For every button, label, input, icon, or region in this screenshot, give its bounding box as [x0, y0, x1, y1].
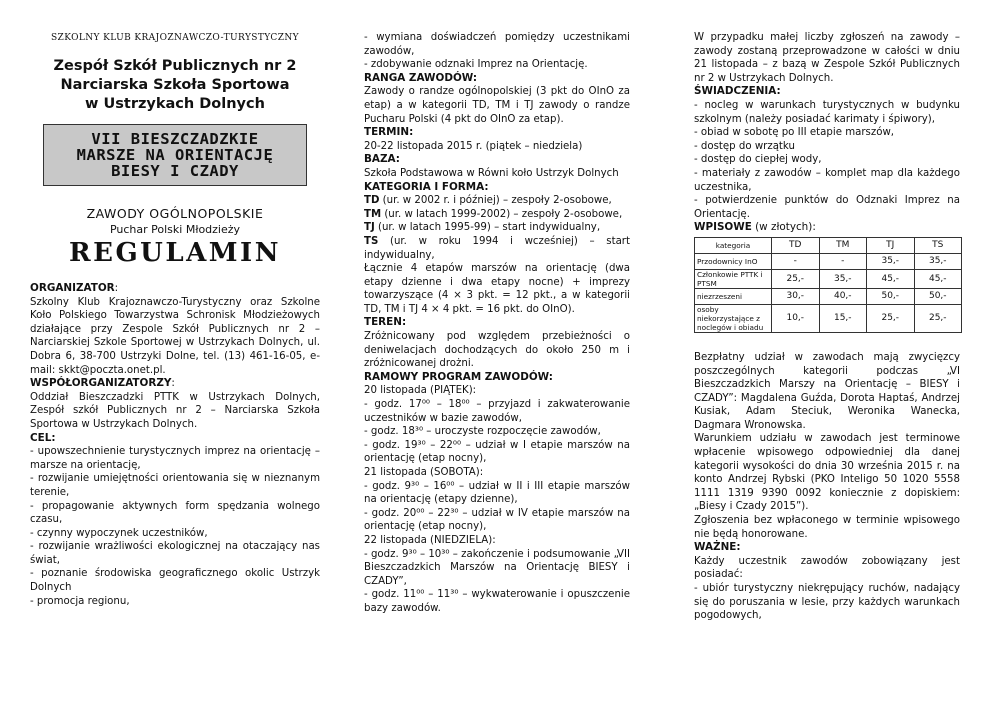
event-banner — [43, 124, 307, 186]
program-item: - godz. 11⁰⁰ – 11³⁰ – wykwaterowanie i opuszczenie bazy zawodów. — [364, 589, 630, 614]
program-item: - godz. 20⁰⁰ – 22³⁰ – udział w IV etapie marszów na orientację (etap nocny), — [364, 507, 630, 533]
benefit-item: - obiad w sobotę po III etapie marszów, — [694, 127, 895, 139]
terrain-text: Zróżnicowany pod względem przebieżności o deniwelacjach dochodzących do około 250 m i zróżnicowanej drożni. — [364, 331, 630, 370]
organizer-text: Szkolny Klub Krajoznawczo-Turystyczny oraz Szkolne Koło Polskiego Towarzystwa Schronisk Młodzieżowych działające przy Zespole Szkół Publicznych nr 2 – Narciarskiej Szkole Sportowej w Ustrzykach Dolnych, ul. Dobra 6, 38-700 Ustrzyki Dolne, tel. (13) 461-16-05, e-mail: skkt@poczta.onet.pl. — [30, 296, 320, 376]
program-item: - godz. 19³⁰ – 22⁰⁰ – udział w I etapie marszów na orientację (etap nocny), — [364, 439, 630, 465]
table-cell: 25,- — [772, 269, 820, 288]
list-item: - rozwijanie wrażliwości ekologicznej na otaczający nas świat, — [30, 541, 320, 566]
terrain-heading: TEREN: — [364, 316, 407, 329]
table-cell: 30,- — [772, 288, 820, 304]
table-cell: 50,- — [914, 288, 962, 304]
table-header-row — [695, 237, 962, 253]
list-item: - ubiór turystyczny niekrępujący ruchów, nadający się do poruszania w lesie, przy każdych warunkach pogodowych, — [694, 583, 960, 622]
important-text: Każdy uczestnik zawodów zobowiązany jest posiadać: — [694, 555, 960, 581]
goal-heading: CEL: — [30, 431, 56, 444]
table-cell: Przodownicy InO — [695, 253, 772, 269]
fee-heading: WPISOWE (w złotych): — [694, 221, 816, 234]
school-name — [30, 57, 320, 114]
benefit-item: - dostęp do ciepłej wody, — [694, 154, 822, 166]
payment-text: Warunkiem udziału w zawodach jest terminowe wpłacenie wpisowego odpowiedniej dla danej kategorii wysokości do dnia 30 września 2015 r. na konto Andrzej Rybski (PKO Inteligo 50 1020 5558 1111 1319 9390 0092 koniecznie z dopiskiem: „Biesy i Czady 2015”). — [694, 433, 960, 513]
table-header-cell: TM — [819, 237, 867, 253]
fee-table — [694, 237, 962, 333]
benefit-item: - nocleg w warunkach turystycznych w budynku szkolnym (należy posiadać karimaty i śpiwory), — [694, 99, 960, 125]
program-heading: RAMOWY PROGRAM ZAWODÓW: — [364, 370, 553, 383]
list-item: - rozwijanie umiejętności orientowania się w nieznanym terenie, — [30, 473, 320, 498]
program-item: - godz. 9³⁰ – 16⁰⁰ – udział w II i III etapie marszów na orientację (etapy dzienne), — [364, 480, 630, 506]
list-item: - poznanie środowiska geograficznego okolic Ustrzyk Dolnych — [30, 568, 320, 594]
date-heading: TERMIN: — [364, 126, 414, 139]
table-cell: 35,- — [867, 253, 915, 269]
list-item: - zdobywanie odznaki Imprez na Orientację. — [364, 59, 588, 71]
school-line: Narciarska Szkoła Sportowa — [60, 77, 290, 93]
list-item: - czynny wypoczynek uczestników, — [30, 527, 208, 539]
category-item: TD (ur. w 2002 r. i później) – zespoły 2-osobowe, — [364, 195, 612, 207]
table-header-cell: TS — [914, 237, 962, 253]
banner-line: BIESY I CZADY — [111, 162, 239, 180]
list-item: - propagowanie aktywnych form spędzania wolnego czasu, — [30, 500, 320, 526]
list-item: - upowszechnienie turystycznych imprez na orientację – marsze na orientację, — [30, 446, 320, 471]
table-cell: 10,- — [772, 304, 820, 332]
table-cell: Członkowie PTTK i PTSM — [695, 269, 772, 288]
table-row — [695, 288, 962, 304]
table-row — [695, 269, 962, 288]
banner-line: VII BIESZCZADZKIE — [91, 130, 259, 148]
free-entry-text: Bezpłatny udział w zawodach mają zwycięzcy poszczególnych kategorii podczas „VI Bieszczadzkich Marszy na Orientację – BIESY i CZADY”: Magdalena Guźda, Dorota Haptaś, Andrzej Kusiak, Adam Steciuk, Weronika Wanecka, Dagmara Wronowska. — [694, 351, 960, 431]
co-organizers-text: Oddział Bieszczadzki PTTK w Ustrzykach Dolnych, Zespół szkół Publicznych nr 2 – Narciarska Szkoła Sportowa w Ustrzykach Dolnych. — [30, 391, 320, 430]
banner-line: MARSZE NA ORIENTACJĘ — [76, 146, 274, 164]
table-cell: 35,- — [819, 269, 867, 288]
school-line: Zespół Szkół Publicznych nr 2 — [53, 58, 297, 74]
benefits-heading: ŚWIADCZENIA: — [694, 85, 781, 98]
table-header-cell: TD — [772, 237, 820, 253]
table-cell: 25,- — [867, 304, 915, 332]
rank-text: Zawody o randze ogólnopolskiej (3 pkt do OInO za etap) a w kategorii TD, TM i TJ zawody o randze Pucharu Polski (4 pkt do OInO za etap). — [364, 86, 630, 125]
list-item: - wymiana doświadczeń pomiędzy uczestnikami zawodów, — [364, 32, 630, 57]
program-item: 21 listopada (SOBOTA): — [364, 467, 484, 478]
table-row — [695, 304, 962, 332]
table-header-cell: TJ — [867, 237, 915, 253]
club-name: SZKOLNY KLUB KRAJOZNAWCZO-TURYSTYCZNY — [50, 33, 299, 43]
cup-name: Puchar Polski Młodzieży — [109, 223, 241, 236]
table-row — [695, 253, 962, 269]
benefit-item: - dostęp do wrzątku — [694, 140, 795, 152]
table-cell: 50,- — [867, 288, 915, 304]
program-item: 22 listopada (NIEDZIELA): — [364, 534, 496, 546]
column-2 — [364, 0, 630, 701]
table-header-cell: kategoria — [695, 237, 772, 253]
table-cell: 40,- — [819, 288, 867, 304]
important-heading: WAŻNE: — [694, 541, 741, 554]
base-text: Szkoła Podstawowa w Równi koło Ustrzyk Dolnych — [364, 167, 619, 179]
table-cell: 25,- — [914, 304, 962, 332]
organizer-heading: ORGANIZATOR: — [30, 282, 119, 294]
co-organizers-heading: WSPÓŁORGANIZATORZY: — [30, 377, 175, 390]
rank-heading: RANGA ZAWODÓW: — [364, 71, 478, 84]
category-item: TM (ur. w latach 1999-2002) – zespoły 2-osobowe, — [364, 208, 623, 220]
category-item: TS (ur. w roku 1994 i wcześniej) – start indywidualny, — [364, 235, 630, 261]
document-title: REGULAMIN — [69, 238, 281, 268]
program-item: - godz. 18³⁰ – uroczyste rozpoczęcie zawodów, — [364, 426, 601, 438]
category-heading: KATEGORIA I FORMA: — [364, 180, 489, 193]
column-1 — [30, 0, 320, 701]
list-item: - promocja regionu, — [30, 595, 130, 607]
program-item: - godz. 9³⁰ – 10³⁰ – zakończenie i podsumowanie „VII Bieszczadzkich Marszów na Orientację BIESY i CZADY”, — [364, 548, 630, 587]
table-cell: osoby niekorzystające z noclegów i obiadu — [695, 304, 772, 332]
table-cell: 15,- — [819, 304, 867, 332]
column-3 — [694, 0, 960, 701]
table-cell: - — [819, 253, 867, 269]
competition-level: ZAWODY OGÓLNOPOLSKIE — [86, 206, 264, 221]
table-cell: - — [772, 253, 820, 269]
table-cell: niezrzeszeni — [695, 288, 772, 304]
base-heading: BAZA: — [364, 153, 400, 166]
category-note: Łącznie 4 etapów marszów na orientację (dwa etapy dzienne i dwa etapy nocne) + imprezy towarzyszące (4 × 3 pkt. = 12 pkt., a w kategorii TD, TM i TJ 4 × 4 pkt. = 16 pkt. do OInO). — [364, 263, 630, 315]
benefit-item: - potwierdzenie punktów do Odznaki Imprez na Orientację. — [694, 195, 960, 220]
school-line: w Ustrzykach Dolnych — [85, 96, 265, 112]
organizer-email: skkt@poczta.onet.pl. — [58, 364, 166, 376]
table-cell: 45,- — [914, 269, 962, 288]
table-cell: 45,- — [867, 269, 915, 288]
program-item: - godz. 17⁰⁰ – 18⁰⁰ – przyjazd i zakwaterowanie uczestników w bazie zawodów, — [364, 399, 630, 424]
program-item: 20 listopada (PIĄTEK): — [364, 385, 477, 397]
small-entry-note: W przypadku małej liczby zgłoszeń na zawody – zawody zostaną przeprowadzone w całości w dniu 21 listopada – z bazą w Zespole Szkół Publicznych nr 2 w Ustrzykach Dolnych. — [694, 32, 960, 84]
benefit-item: - materiały z zawodów – komplet map dla każdego uczestnika, — [694, 167, 960, 193]
date-text: 20-22 listopada 2015 r. (piątek – niedziela) — [364, 140, 583, 152]
no-payment-text: Zgłoszenia bez wpłaconego w terminie wpisowego nie będą honorowane. — [694, 515, 960, 540]
category-item: TJ (ur. w latach 1995-99) – start indywidualny, — [364, 222, 601, 234]
table-cell: 35,- — [914, 253, 962, 269]
